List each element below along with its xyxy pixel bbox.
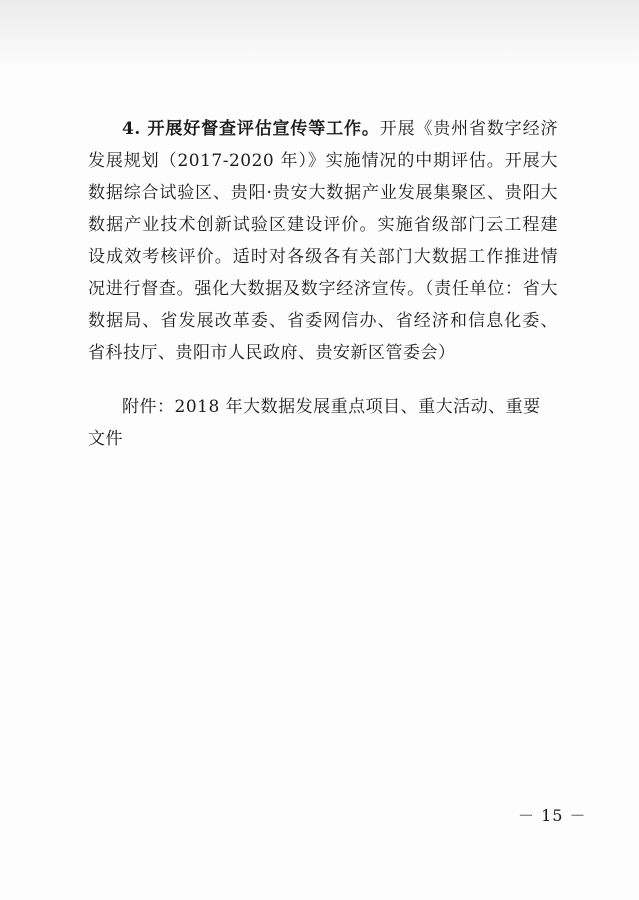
document-body bbox=[88, 113, 558, 369]
paragraph-heading: 4. 开展好督查评估宣传等工作。 bbox=[122, 119, 380, 139]
paragraph-body: 开展《贵州省数字经济发展规划（2017-2020 年）》实施情况的中期评估。开展大数据综合试验区、贵阳·贵安大数据产业发展集聚区、贵阳大数据产业技术创新试验区建设评价。实施省级部门云工程建设成效考核评价。适时对各级各有关部门大数据工作推进情况进行督查。强化大数据及数字经济宣传。（责任单位：省大数据局、省发展改革委、省委网信办、省经济和信息化委、省科技厅、贵阳市人民政府、贵安新区管委会） bbox=[88, 119, 558, 363]
paragraph-item-4 bbox=[88, 113, 558, 369]
scan-shadow bbox=[0, 0, 639, 70]
attachment-line: 附件：2018 年大数据发展重点项目、重大活动、重要文件 bbox=[88, 397, 541, 449]
page-number: － 15 － bbox=[518, 806, 587, 825]
